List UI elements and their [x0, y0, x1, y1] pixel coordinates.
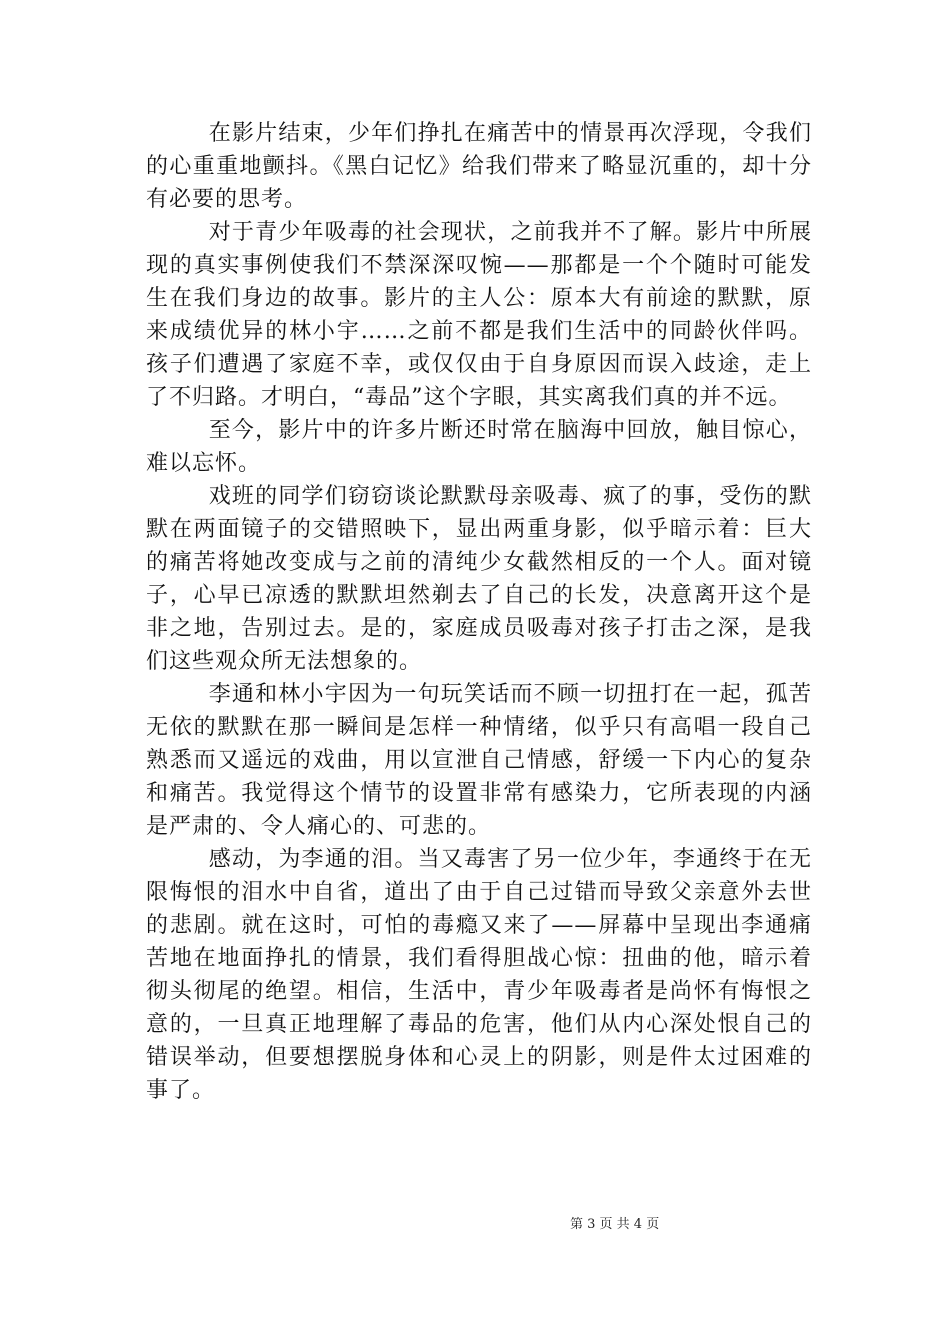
paragraph-6: 感动，为李通的泪。当又毒害了另一位少年，李通终于在无限悔恨的泪水中自省，道出了由于自己过错而导致父亲意外去世的悲剧。就在这时，可怕的毒瘾又来了——屏幕中呈现出李通痛苦地在地面挣扎的情景，我们看得胆战心惊：扭曲的他，暗示着彻头彻尾的绝望。相信，生活中，青少年吸毒者是尚怀有悔恨之意的，一旦真正地理解了毒品的危害，他们从内心深处恨自己的错误举动，但要想摆脱身体和心灵上的阴影，则是件太过困难的事了。 [146, 847, 812, 1103]
paragraph-4: 戏班的同学们窃窃谈论默默母亲吸毒、疯了的事，受伤的默默在两面镜子的交错照映下，显出两重身影，似乎暗示着：巨大的痛苦将她改变成与之前的清纯少女截然相反的一个人。面对镜子，心早已凉透的默默坦然剃去了自己的长发，决意离开这个是非之地，告别过去。是的，家庭成员吸毒对孩子打击之深，是我们这些观众所无法想象的。 [146, 484, 812, 674]
paragraph-5: 李通和林小宇因为一句玩笑话而不顾一切扭打在一起，孤苦无依的默默在那一瞬间是怎样一种情绪，似乎只有高唱一段自己熟悉而又遥远的戏曲，用以宣泄自己情感，舒缓一下内心的复杂和痛苦。我觉得这个情节的设置非常有感染力，它所表现的内涵是严肃的、令人痛心的、可悲的。 [146, 682, 812, 839]
paragraph-1: 在影片结束，少年们挣扎在痛苦中的情景再次浮现，令我们的心重重地颤抖。《黑白记忆》给我们带来了略显沉重的，却十分有必要的思考。 [146, 121, 812, 212]
paragraph-3: 至今，影片中的许多片断还时常在脑海中回放，触目惊心，难以忘怀。 [146, 418, 812, 476]
paragraph-2: 对于青少年吸毒的社会现状，之前我并不了解。影片中所展现的真实事例使我们不禁深深叹惋——那都是一个个随时可能发生在我们身边的故事。影片的主人公：原本大有前途的默默，原来成绩优异的林小宇……之前不都是我们生活中的同龄伙伴吗。孩子们遭遇了家庭不幸，或仅仅由于自身原因而误入歧途，走上了不归路。才明白，“毒品”这个字眼，其实离我们真的并不远。 [146, 220, 812, 410]
body-text [146, 117, 812, 1107]
page-footer: 第 3 页 共 4 页 [570, 1217, 660, 1232]
